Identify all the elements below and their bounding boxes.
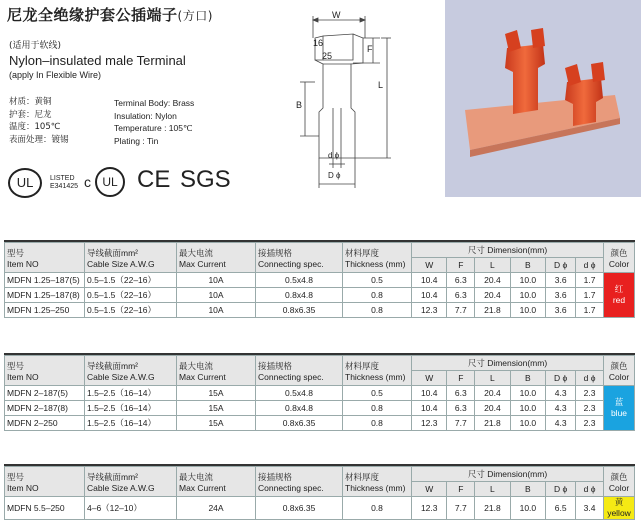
spec-cn: 温度：105℃ xyxy=(9,122,61,132)
terminal-illustration xyxy=(445,0,641,197)
table-row: MDFN 2–187(8) 1.5–2.5（16–14） 15A 0.8x4.8 0.8 10.4 6.3 20.4 10.0 4.3 2.3 xyxy=(5,401,635,416)
specs-en xyxy=(114,97,194,147)
apply-en: (apply In Flexible Wire) xyxy=(9,70,102,80)
dim-header: B xyxy=(510,371,545,386)
ce-mark: CE xyxy=(137,166,171,193)
page-title xyxy=(7,4,213,25)
spec-en: Temperature : 105℃ xyxy=(114,123,193,133)
spec-table-red xyxy=(4,242,635,318)
ul-listed xyxy=(50,175,78,191)
header-thick: 材料厚度 Thickness (mm) xyxy=(343,243,412,273)
dim-header: W xyxy=(412,482,447,497)
dim-f-label: F xyxy=(367,44,373,54)
header-thick: 材料厚度 Thickness (mm) xyxy=(343,467,412,497)
header-current: 最大电流 Max Current xyxy=(177,467,256,497)
dim-header: L xyxy=(475,258,510,273)
dim-header: D ϕ xyxy=(546,482,576,497)
dim-header: L xyxy=(475,482,510,497)
cul-text: UL xyxy=(102,175,118,189)
dim-16-label: 16 xyxy=(313,38,324,48)
table-header-row xyxy=(5,356,635,371)
dim-header: W xyxy=(412,371,447,386)
ul-logo xyxy=(8,168,42,198)
header-current: 最大电流 Max Current xyxy=(177,243,256,273)
ul-number: E341425 xyxy=(50,183,79,190)
header-cable: 导线截面mm² Cable Size A.W.G xyxy=(85,356,177,386)
header-dimension: 尺寸 Dimension(mm) xyxy=(412,356,604,371)
dim-25-label: 25 xyxy=(322,51,333,61)
dim-header: L xyxy=(475,371,510,386)
dim-header: B xyxy=(510,258,545,273)
header-cable: 导线截面mm² Cable Size A.W.G xyxy=(85,467,177,497)
header-color: 颜色 Color xyxy=(604,243,635,273)
ul-listed-text: LISTED xyxy=(50,175,75,182)
dim-header: W xyxy=(412,258,447,273)
table-row: MDFN 5.5–250 4–6（12–10） 24A 0.8x6.35 0.8 12.3 7.7 21.8 10.0 6.5 3.4 黄 yellow xyxy=(5,497,635,520)
header-thick: 材料厚度 Thickness (mm) xyxy=(343,356,412,386)
spec-table-blue xyxy=(4,355,635,431)
spec-en: Terminal Body: Brass xyxy=(114,98,195,108)
subtitle-cn: (适用于软线) xyxy=(9,41,62,51)
dim-w-label: W xyxy=(332,10,341,20)
dim-header: d ϕ xyxy=(576,371,604,386)
cul-logo xyxy=(95,167,125,197)
spec-en: Plating : Tin xyxy=(114,135,159,146)
header-conn: 接插规格 Connecting spec. xyxy=(256,467,343,497)
dim-bigd-label: D ϕ xyxy=(328,171,341,180)
header-item: 型号 Item NO xyxy=(5,356,85,386)
table-header-row xyxy=(5,467,635,482)
dim-header: F xyxy=(447,482,475,497)
header-item: 型号 Item NO xyxy=(5,467,85,497)
product-en: Nylon–insulated male Terminal xyxy=(9,53,186,68)
color-swatch-red: 红 red xyxy=(604,273,635,318)
header-item: 型号 Item NO xyxy=(5,243,85,273)
title-cn: 尼龙全绝缘护套公插端子 xyxy=(7,6,178,24)
specs-cn xyxy=(9,96,69,146)
sgs-mark: SGS xyxy=(180,166,231,193)
header-color: 颜色 Color xyxy=(604,356,635,386)
color-swatch-yellow: 黄 yellow xyxy=(604,497,635,520)
spec-en: Insulation: Nylon xyxy=(114,110,177,121)
product-photo xyxy=(445,0,641,197)
dim-d-label: d ϕ xyxy=(328,151,340,160)
dim-l-label: L xyxy=(378,80,384,90)
color-swatch-blue: 蓝 blue xyxy=(604,386,635,431)
spec-cn: 护套：尼龙 xyxy=(9,109,52,120)
table-header-row xyxy=(5,243,635,258)
header-current: 最大电流 Max Current xyxy=(177,356,256,386)
spec-cn: 材质：黄铜 xyxy=(9,97,52,107)
table-row: MDFN 1.25–250 0.5–1.5（22–16） 10A 0.8x6.35 0.8 12.3 7.7 21.8 10.0 3.6 1.7 xyxy=(5,303,635,318)
c-letter: c xyxy=(84,174,91,190)
header-dimension: 尺寸 Dimension(mm) xyxy=(412,243,604,258)
title-suffix: (方口) xyxy=(177,9,213,23)
dim-b-label: B xyxy=(296,100,303,110)
dim-header: d ϕ xyxy=(576,482,604,497)
table-row: MDFN 1.25–187(5) 0.5–1.5（22–16） 10A 0.5x4.8 0.5 10.4 6.3 20.4 10.0 3.6 1.7 红 red xyxy=(5,273,635,288)
header-color: 颜色 Color xyxy=(604,467,635,497)
header-cable: 导线截面mm² Cable Size A.W.G xyxy=(85,243,177,273)
header-conn: 接插规格 Connecting spec. xyxy=(256,356,343,386)
dim-header: D ϕ xyxy=(546,258,576,273)
table-row: MDFN 1.25–187(8) 0.5–1.5（22–16） 10A 0.8x4.8 0.8 10.4 6.3 20.4 10.0 3.6 1.7 xyxy=(5,288,635,303)
dim-header: B xyxy=(510,482,545,497)
ul-text: UL xyxy=(16,175,34,190)
dim-header: d ϕ xyxy=(576,258,604,273)
dim-header: F xyxy=(447,258,475,273)
spec-cn: 表面处理：镀锡 xyxy=(9,134,69,145)
header-conn: 接插规格 Connecting spec. xyxy=(256,243,343,273)
header-dimension: 尺寸 Dimension(mm) xyxy=(412,467,604,482)
table-row: MDFN 2–187(5) 1.5–2.5（16–14） 15A 0.5x4.8 0.5 10.4 6.3 20.4 10.0 4.3 2.3 蓝 blue xyxy=(5,386,635,401)
spec-table-yellow xyxy=(4,466,635,520)
dim-header: F xyxy=(447,371,475,386)
dim-header: D ϕ xyxy=(546,371,576,386)
table-row: MDFN 2–250 1.5–2.5（16–14） 15A 0.8x6.35 0.8 12.3 7.7 21.8 10.0 4.3 2.3 xyxy=(5,416,635,431)
